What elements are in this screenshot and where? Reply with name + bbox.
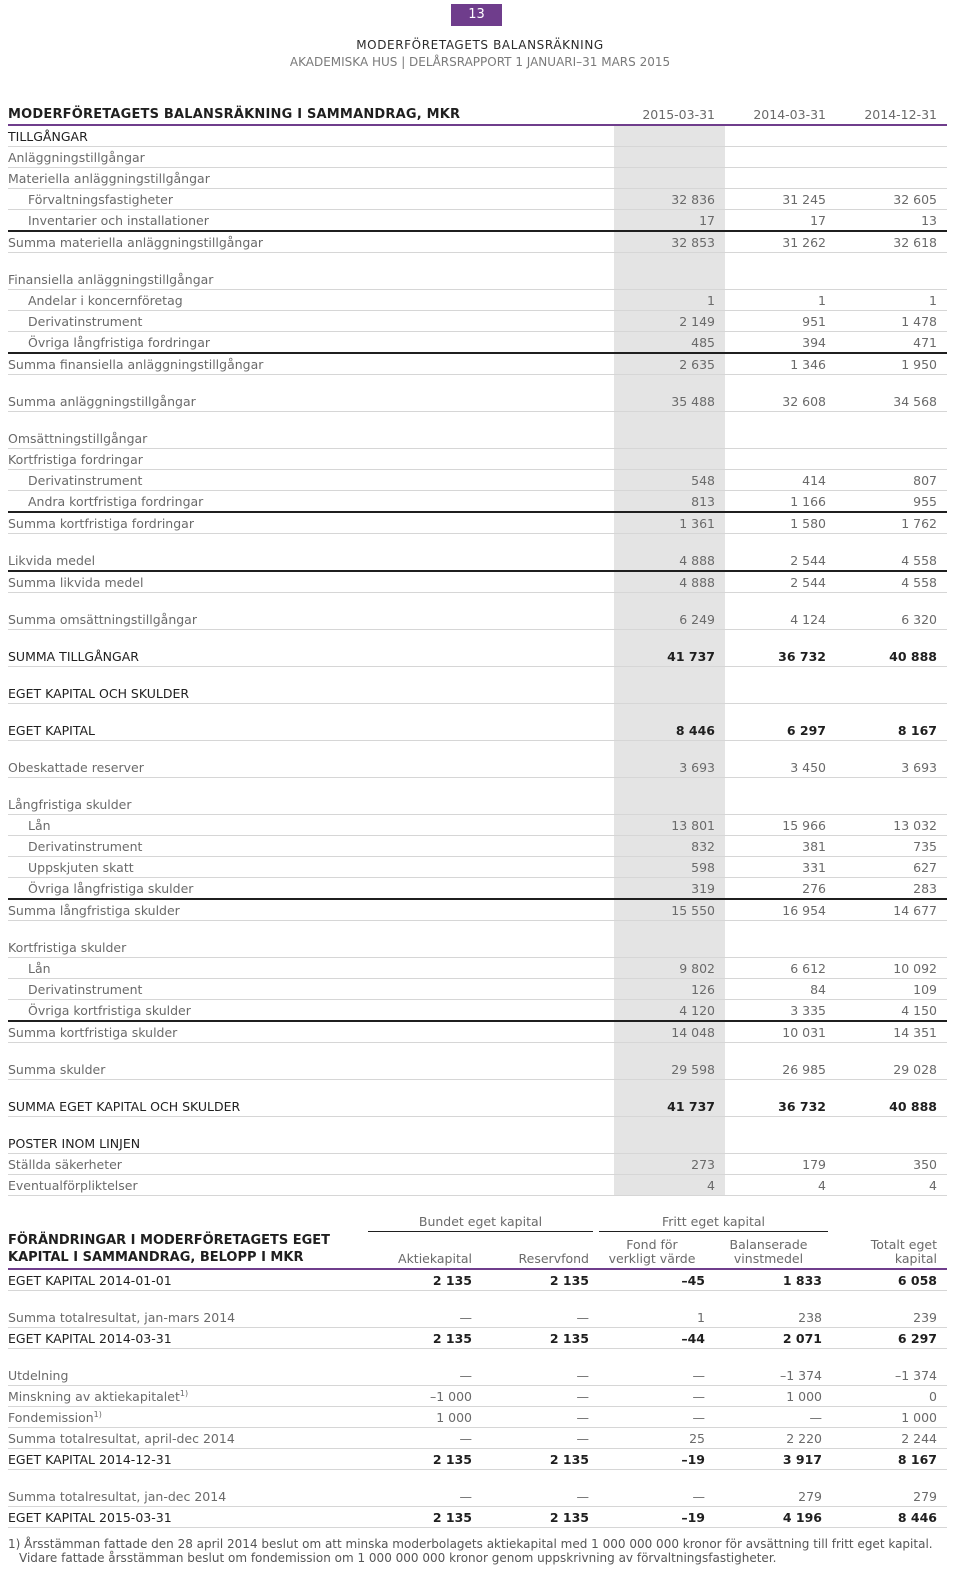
- table-row: [8, 332, 947, 354]
- cell-value: 36 732: [778, 1099, 826, 1114]
- page-number: 13: [451, 4, 502, 26]
- row-label: Kortfristiga skulder: [8, 940, 127, 955]
- cell-value: 2 149: [679, 314, 715, 329]
- column-header-line: Balanserade: [729, 1237, 808, 1252]
- row-gap: [8, 534, 947, 550]
- cell-value: —: [576, 1310, 589, 1325]
- row-label: Obeskattade reserver: [8, 760, 144, 775]
- table-row: [8, 449, 947, 470]
- balance-sheet-title: MODERFÖRETAGETS BALANSRÄKNING I SAMMANDRAG, MKR: [8, 107, 461, 122]
- cell-value: 40 888: [889, 1099, 937, 1114]
- cell-value: 414: [802, 473, 826, 488]
- row-gap: [8, 1080, 947, 1096]
- table-row: [8, 1486, 947, 1507]
- cell-value: 2 244: [901, 1431, 937, 1446]
- cell-value: 350: [913, 1157, 937, 1172]
- cell-value: 2 544: [790, 553, 826, 568]
- row-label: Derivatinstrument: [28, 314, 143, 329]
- balance-sheet-header: [8, 102, 947, 126]
- row-label: Ställda säkerheter: [8, 1157, 122, 1172]
- table-row: [8, 311, 947, 332]
- table-row: [8, 354, 947, 375]
- cell-value: 273: [691, 1157, 715, 1172]
- column-header: Aktiekapital: [398, 1251, 472, 1266]
- cell-value: 2 135: [549, 1510, 589, 1525]
- column-header-line: Fond för: [626, 1237, 678, 1252]
- row-gap: [8, 412, 947, 428]
- table-row: [8, 937, 947, 958]
- column-header: 2014-03-31: [753, 107, 826, 122]
- cell-value: 279: [798, 1489, 822, 1504]
- row-label: POSTER INOM LINJEN: [8, 1136, 141, 1151]
- cell-value: 6 297: [786, 723, 826, 738]
- row-gap: [8, 375, 947, 391]
- cell-value: 276: [802, 881, 826, 896]
- table-row: [8, 857, 947, 878]
- cell-value: 3 693: [901, 760, 937, 775]
- cell-value: 2 635: [679, 357, 715, 372]
- cell-value: 2 135: [549, 1331, 589, 1346]
- row-gap: [8, 1117, 947, 1133]
- cell-value: 26 985: [782, 1062, 826, 1077]
- column-header: 2015-03-31: [642, 107, 715, 122]
- cell-value: –44: [681, 1331, 705, 1346]
- page-header-subtitle: AKADEMISKA HUS | DELÅRSRAPPORT 1 JANUARI–31 MARS 2015: [289, 55, 671, 69]
- footnote-marker: 1): [93, 1410, 102, 1419]
- cell-value: 1 833: [782, 1273, 822, 1288]
- table-row: [8, 720, 947, 741]
- equity-title-line: KAPITAL I SAMMANDRAG, BELOPP I MKR: [8, 1250, 304, 1265]
- cell-value: —: [576, 1389, 589, 1404]
- table-row: [8, 683, 947, 704]
- cell-value: –45: [681, 1273, 705, 1288]
- cell-value: 2 135: [432, 1273, 472, 1288]
- row-label: Kortfristiga fordringar: [8, 452, 143, 467]
- table-row: [8, 836, 947, 857]
- table-row: [8, 168, 947, 189]
- row-label: Summa totalresultat, april-dec 2014: [8, 1431, 235, 1446]
- cell-value: 0: [929, 1389, 937, 1404]
- cell-value: 109: [913, 982, 937, 997]
- cell-value: 1: [697, 1310, 705, 1325]
- row-label: Summa kortfristiga fordringar: [8, 516, 194, 531]
- row-gap: [8, 921, 947, 937]
- row-label: EGET KAPITAL 2014-12-31: [8, 1452, 172, 1467]
- cell-value: 25: [689, 1431, 705, 1446]
- row-label: Summa anläggningstillgångar: [8, 394, 196, 409]
- row-label: Derivatinstrument: [28, 839, 143, 854]
- cell-value: 955: [913, 494, 937, 509]
- cell-value: —: [576, 1410, 589, 1425]
- cell-value: 1 166: [790, 494, 826, 509]
- cell-value: 10 031: [782, 1025, 826, 1040]
- cell-value: 2 135: [432, 1510, 472, 1525]
- table-row: [8, 609, 947, 630]
- cell-value: —: [459, 1431, 472, 1446]
- equity-changes-table: [8, 1212, 947, 1528]
- row-gap: [8, 704, 947, 720]
- cell-value: 283: [913, 881, 937, 896]
- row-gap: [8, 1043, 947, 1059]
- column-header: 2014-12-31: [864, 107, 937, 122]
- cell-value: 35 488: [671, 394, 715, 409]
- cell-value: 598: [691, 860, 715, 875]
- equity-title-line: FÖRÄNDRINGAR I MODERFÖRETAGETS EGET: [8, 1233, 331, 1248]
- table-row: [8, 1307, 947, 1328]
- table-row: [8, 1096, 947, 1117]
- column-header: [599, 1238, 705, 1266]
- row-label: Summa likvida medel: [8, 575, 144, 590]
- cell-value: 1: [929, 293, 937, 308]
- cell-value: 2 135: [549, 1452, 589, 1467]
- cell-value: 9 802: [679, 961, 715, 976]
- cell-value: 10 092: [893, 961, 937, 976]
- table-row: [8, 1407, 947, 1428]
- row-gap: [8, 1349, 947, 1365]
- table-row: [8, 189, 947, 210]
- table-row: [8, 210, 947, 232]
- cell-value: 84: [810, 982, 826, 997]
- row-label-text: Fondemission: [8, 1410, 94, 1426]
- cell-value: 394: [802, 335, 826, 350]
- cell-value: 2 135: [432, 1452, 472, 1467]
- table-row: [8, 1365, 947, 1386]
- row-label: Övriga kortfristiga skulder: [28, 1003, 191, 1018]
- cell-value: 627: [913, 860, 937, 875]
- footnote-line: 1) Årsstämman fattade den 28 april 2014 beslut om att minska moderbolagets aktiekapital med 1 000 000 000 kronor för avsättning till fritt eget kapital.: [8, 1537, 933, 1551]
- table-row: [8, 1428, 947, 1449]
- page-header-title: MODERFÖRETAGETS BALANSRÄKNING: [356, 38, 604, 52]
- table-row: [8, 147, 947, 168]
- cell-value: 179: [802, 1157, 826, 1172]
- cell-value: 6 058: [897, 1273, 937, 1288]
- cell-value: —: [692, 1389, 705, 1404]
- row-label: Summa skulder: [8, 1062, 106, 1077]
- cell-value: 32 605: [893, 192, 937, 207]
- row-label: Omsättningstillgångar: [8, 431, 148, 446]
- cell-value: 14 677: [893, 903, 937, 918]
- table-row: [8, 1386, 947, 1407]
- cell-value: 8 167: [897, 723, 937, 738]
- row-label: EGET KAPITAL: [8, 723, 96, 738]
- cell-value: 32 618: [893, 235, 937, 250]
- table-row: [8, 1133, 947, 1154]
- cell-value: 1 000: [786, 1389, 822, 1404]
- row-label: EGET KAPITAL 2015-03-31: [8, 1510, 172, 1525]
- cell-value: 36 732: [778, 649, 826, 664]
- table-row: [8, 794, 947, 815]
- equity-title: [8, 1232, 330, 1266]
- table-row: [8, 428, 947, 449]
- row-label: Derivatinstrument: [28, 473, 143, 488]
- row-label: Summa kortfristiga skulder: [8, 1025, 178, 1040]
- cell-value: 1: [707, 293, 715, 308]
- cell-value: 4 558: [901, 575, 937, 590]
- cell-value: 32 608: [782, 394, 826, 409]
- row-label: Summa finansiella anläggningstillgångar: [8, 357, 264, 372]
- cell-value: 13: [921, 213, 937, 228]
- row-gap: [8, 741, 947, 757]
- cell-value: 15 550: [671, 903, 715, 918]
- cell-value: 319: [691, 881, 715, 896]
- row-label: [8, 1389, 188, 1404]
- row-label: Inventarier och installationer: [28, 213, 209, 228]
- cell-value: —: [692, 1489, 705, 1504]
- cell-value: 2 135: [549, 1273, 589, 1288]
- row-label: SUMMA EGET KAPITAL OCH SKULDER: [8, 1099, 241, 1114]
- balance-sheet-table: [8, 102, 947, 1196]
- column-header-line: vinstmedel: [733, 1251, 804, 1266]
- row-label: [8, 1410, 102, 1425]
- row-label: Övriga långfristiga fordringar: [28, 335, 211, 350]
- cell-value: –19: [681, 1452, 705, 1467]
- cell-value: 32 836: [671, 192, 715, 207]
- cell-value: 40 888: [889, 649, 937, 664]
- cell-value: 4 124: [790, 612, 826, 627]
- table-row: [8, 290, 947, 311]
- cell-value: 1 950: [901, 357, 937, 372]
- cell-value: —: [459, 1489, 472, 1504]
- cell-value: –1 000: [429, 1389, 472, 1404]
- table-row: [8, 979, 947, 1000]
- cell-value: 14 351: [893, 1025, 937, 1040]
- table-row: [8, 1000, 947, 1022]
- cell-value: 807: [913, 473, 937, 488]
- table-row: [8, 1328, 947, 1349]
- row-gap: [8, 778, 947, 794]
- cell-value: 3 450: [790, 760, 826, 775]
- cell-value: 29 598: [671, 1062, 715, 1077]
- table-row: [8, 1270, 947, 1291]
- row-label: Utdelning: [8, 1368, 69, 1383]
- cell-value: 4 150: [901, 1003, 937, 1018]
- cell-value: 813: [691, 494, 715, 509]
- cell-value: 126: [691, 982, 715, 997]
- cell-value: 331: [802, 860, 826, 875]
- cell-value: 6 320: [901, 612, 937, 627]
- row-gap: [8, 593, 947, 609]
- cell-value: —: [459, 1310, 472, 1325]
- row-label: Summa totalresultat, jan-dec 2014: [8, 1489, 227, 1504]
- cell-value: —: [459, 1368, 472, 1383]
- row-label: EGET KAPITAL 2014-03-31: [8, 1331, 172, 1346]
- row-gap: [8, 253, 947, 269]
- cell-value: –19: [681, 1510, 705, 1525]
- cell-value: 4: [707, 1178, 715, 1193]
- row-gap: [8, 667, 947, 683]
- cell-value: 29 028: [893, 1062, 937, 1077]
- row-label: Långfristiga skulder: [8, 797, 132, 812]
- cell-value: 4 196: [782, 1510, 822, 1525]
- cell-value: 4 558: [901, 553, 937, 568]
- table-row: [8, 513, 947, 534]
- row-label: Övriga långfristiga skulder: [28, 881, 194, 896]
- cell-value: 4: [818, 1178, 826, 1193]
- cell-value: —: [576, 1431, 589, 1446]
- cell-value: 15 966: [782, 818, 826, 833]
- cell-value: 8 446: [897, 1510, 937, 1525]
- table-row: [8, 491, 947, 513]
- cell-value: 4 888: [679, 575, 715, 590]
- cell-value: 32 853: [671, 235, 715, 250]
- cell-value: 485: [691, 335, 715, 350]
- cell-value: 41 737: [667, 1099, 715, 1114]
- row-label: Summa totalresultat, jan-mars 2014: [8, 1310, 236, 1325]
- group-header-fritt: Fritt eget kapital: [599, 1214, 828, 1232]
- cell-value: 17: [810, 213, 826, 228]
- cell-value: 1 000: [436, 1410, 472, 1425]
- cell-value: 1 000: [901, 1410, 937, 1425]
- cell-value: 17: [699, 213, 715, 228]
- cell-value: 4 888: [679, 553, 715, 568]
- cell-value: 41 737: [667, 649, 715, 664]
- table-row: [8, 232, 947, 253]
- cell-value: 8 446: [675, 723, 715, 738]
- cell-value: 471: [913, 335, 937, 350]
- table-row: [8, 126, 947, 147]
- row-label: Lån: [28, 818, 51, 833]
- cell-value: 2 071: [782, 1331, 822, 1346]
- equity-header: [8, 1212, 947, 1270]
- table-row: [8, 391, 947, 412]
- row-label-text: Minskning av aktiekapitalet: [8, 1389, 180, 1405]
- table-row: [8, 646, 947, 667]
- cell-value: 8 167: [897, 1452, 937, 1467]
- cell-value: 832: [691, 839, 715, 854]
- cell-value: 31 262: [782, 235, 826, 250]
- row-label: Finansiella anläggningstillgångar: [8, 272, 214, 287]
- cell-value: 735: [913, 839, 937, 854]
- footnote: [8, 1537, 933, 1565]
- cell-value: 4 120: [679, 1003, 715, 1018]
- row-label: EGET KAPITAL 2014-01-01: [8, 1273, 172, 1288]
- cell-value: 1 346: [790, 357, 826, 372]
- cell-value: 951: [802, 314, 826, 329]
- cell-value: 2 544: [790, 575, 826, 590]
- cell-value: 6 297: [897, 1331, 937, 1346]
- table-row: [8, 815, 947, 836]
- row-label: Summa omsättningstillgångar: [8, 612, 197, 627]
- row-label: Anläggningstillgångar: [8, 150, 145, 165]
- cell-value: 16 954: [782, 903, 826, 918]
- cell-value: 1 478: [901, 314, 937, 329]
- column-header: Reservfond: [518, 1251, 589, 1266]
- cell-value: —: [576, 1489, 589, 1504]
- row-label: Summa långfristiga skulder: [8, 903, 180, 918]
- cell-value: 34 568: [893, 394, 937, 409]
- cell-value: —: [692, 1410, 705, 1425]
- column-header-line: verkligt värde: [608, 1251, 696, 1266]
- cell-value: 13 801: [671, 818, 715, 833]
- cell-value: 2 135: [432, 1331, 472, 1346]
- table-row: [8, 470, 947, 491]
- cell-value: 14 048: [671, 1025, 715, 1040]
- row-label: Andra kortfristiga fordringar: [28, 494, 204, 509]
- cell-value: 31 245: [782, 192, 826, 207]
- cell-value: 13 032: [893, 818, 937, 833]
- table-row: [8, 1059, 947, 1080]
- table-row: [8, 1449, 947, 1470]
- group-header-bundet: Bundet eget kapital: [368, 1214, 593, 1232]
- row-gap: [8, 1291, 947, 1307]
- row-label: Andelar i koncernföretag: [28, 293, 183, 308]
- row-label: Lån: [28, 961, 51, 976]
- table-row: [8, 572, 947, 593]
- cell-value: 238: [798, 1310, 822, 1325]
- table-row: [8, 878, 947, 900]
- table-row: [8, 900, 947, 921]
- row-label: Summa materiella anläggningstillgångar: [8, 235, 264, 250]
- cell-value: 1 580: [790, 516, 826, 531]
- cell-value: –1 374: [894, 1368, 937, 1383]
- table-row: [8, 1022, 947, 1043]
- footnote-line: Vidare fattade årsstämman beslut om fondemission om 1 000 000 000 kronor genom uppskrivning av förvaltningsfastigheter.: [19, 1551, 777, 1565]
- cell-value: 1 361: [679, 516, 715, 531]
- row-label: Derivatinstrument: [28, 982, 143, 997]
- footnote-marker: 1): [179, 1389, 189, 1398]
- table-row: [8, 757, 947, 778]
- row-label: Förvaltningsfastigheter: [28, 192, 173, 207]
- row-label: Materiella anläggningstillgångar: [8, 171, 210, 186]
- cell-value: 3 335: [790, 1003, 826, 1018]
- cell-value: 239: [913, 1310, 937, 1325]
- cell-value: 279: [913, 1489, 937, 1504]
- table-row: [8, 550, 947, 572]
- column-header: Totalt eget kapital: [870, 1237, 937, 1266]
- cell-value: 4: [929, 1178, 937, 1193]
- table-row: [8, 269, 947, 290]
- row-gap: [8, 1470, 947, 1486]
- row-label: Likvida medel: [8, 553, 96, 568]
- table-row: [8, 958, 947, 979]
- cell-value: 1: [818, 293, 826, 308]
- table-row: [8, 1507, 947, 1528]
- row-label: SUMMA TILLGÅNGAR: [8, 649, 139, 664]
- row-label: EGET KAPITAL OCH SKULDER: [8, 686, 190, 701]
- cell-value: —: [576, 1368, 589, 1383]
- cell-value: 6 249: [679, 612, 715, 627]
- cell-value: 6 612: [790, 961, 826, 976]
- cell-value: 1 762: [901, 516, 937, 531]
- cell-value: 548: [691, 473, 715, 488]
- cell-value: 2 220: [786, 1431, 822, 1446]
- row-label: Eventualförpliktelser: [8, 1178, 138, 1193]
- table-row: [8, 1175, 947, 1196]
- cell-value: —: [692, 1368, 705, 1383]
- row-label: TILLGÅNGAR: [8, 129, 88, 144]
- cell-value: 3 693: [679, 760, 715, 775]
- cell-value: –1 374: [779, 1368, 822, 1383]
- cell-value: —: [809, 1410, 822, 1425]
- row-label: Uppskjuten skatt: [28, 860, 134, 875]
- cell-value: 3 917: [782, 1452, 822, 1467]
- table-row: [8, 1154, 947, 1175]
- cell-value: 381: [802, 839, 826, 854]
- column-header: [715, 1238, 822, 1266]
- row-gap: [8, 630, 947, 646]
